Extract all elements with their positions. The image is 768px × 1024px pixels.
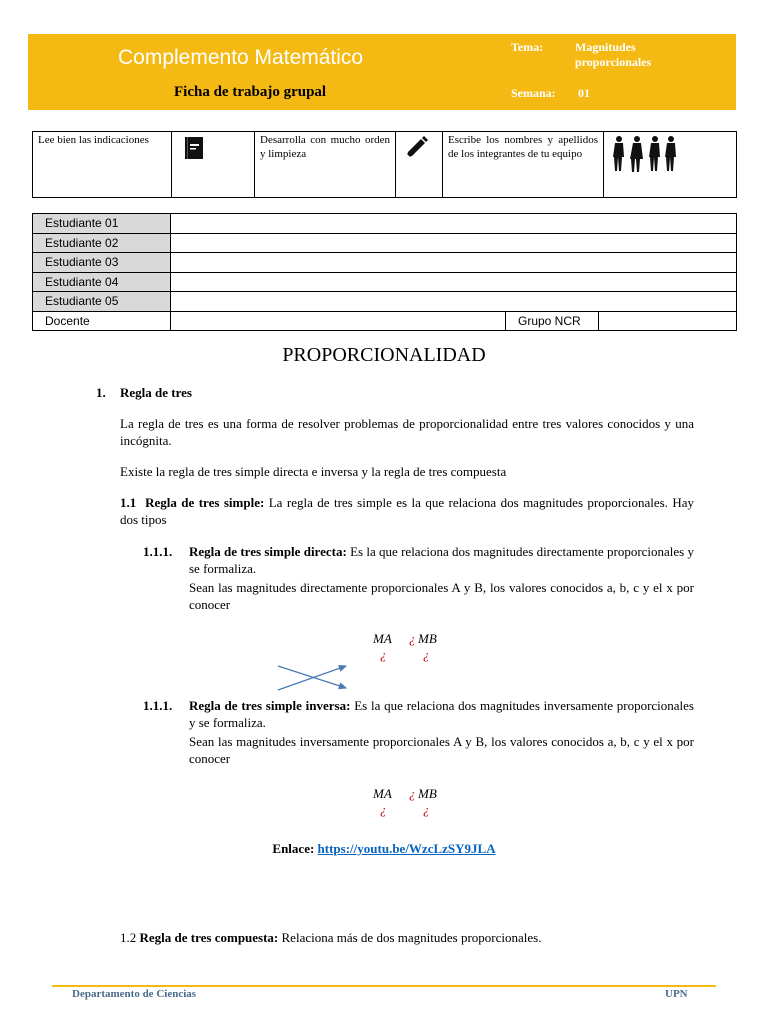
eq2-sym-top: ¿: [409, 786, 416, 801]
table-row: [33, 311, 737, 331]
eq1-mb: MB: [418, 631, 437, 646]
section-1-1-text: La regla de tres simple es la que relaciona dos magnitudes proporcionales. Hay dos tipos: [120, 495, 695, 527]
section-1-1-1a-text: Es la que relaciona dos magnitudes directamente proporcionales y se formaliza.: [189, 544, 695, 576]
table-row: [33, 272, 737, 292]
section-1-1-1b-text2: Sean las magnitudes inversamente proporcionales A y B, los valores conocidos a, b, c y el x por conocer: [189, 734, 694, 766]
worksheet-subtitle: Ficha de trabajo grupal: [174, 84, 327, 100]
paragraph-types: Existe la regla de tres simple directa e inversa y la regla de tres compuesta: [120, 464, 507, 479]
section-1-1: [120, 494, 694, 528]
student-name-field[interactable]: [171, 272, 737, 292]
table-row: [33, 292, 737, 312]
instructions-table: [32, 131, 737, 198]
section-1-2-number: 1.2: [120, 930, 137, 945]
student-name-field[interactable]: [171, 233, 737, 253]
tema-label: Tema:: [511, 40, 544, 54]
section-1-number: 1.: [96, 385, 106, 400]
student-label: Estudiante 01: [33, 214, 171, 234]
paragraph-intro: La regla de tres es una forma de resolver problemas de proporcionalidad entre tres valores conocidos y una incógnita.: [120, 416, 694, 448]
section-1-1-1a-number: 1.1.1.: [143, 544, 173, 559]
footer-institution: UPN: [665, 988, 688, 1000]
semana-label: Semana:: [511, 86, 556, 100]
link-label: Enlace:: [272, 841, 315, 856]
eq2-sym-right: ¿: [423, 802, 430, 817]
section-1-1-title: Regla de tres simple:: [145, 495, 265, 510]
student-name-field[interactable]: [171, 253, 737, 273]
table-row: [33, 233, 737, 253]
youtube-link[interactable]: https://youtu.be/WzcLzSY9JLA: [317, 841, 496, 856]
section-1-1-1a-title: Regla de tres simple directa:: [189, 544, 347, 559]
section-1-2-title: Regla de tres compuesta:: [139, 930, 279, 945]
student-label: Estudiante 04: [33, 272, 171, 292]
pencil-icon: [402, 134, 430, 162]
video-link-line: [0, 840, 768, 857]
section-1-1-1b-text: Es la que relaciona dos magnitudes inversamente proporcionales y se formaliza.: [189, 698, 694, 730]
instruction-write: Escribe los nombres y apellidos de los integrantes de tu equipo: [443, 132, 604, 198]
section-1-2-text: Relaciona más de dos magnitudes proporcionales.: [281, 930, 542, 945]
course-title: Complemento Matemático: [118, 46, 364, 69]
student-label: Estudiante 02: [33, 233, 171, 253]
people-cell: [604, 132, 737, 198]
notebook-icon: [184, 136, 204, 160]
section-1-1-1b: [189, 697, 694, 731]
instruction-develop: Desarrolla con mucho orden y limpieza: [255, 132, 396, 198]
eq1-sym-top: ¿: [409, 631, 416, 646]
docente-label: Docente: [33, 311, 171, 331]
footer-department: Departamento de Ciencias: [72, 988, 197, 1000]
section-1-1-1a: [189, 543, 694, 577]
tema-value: Magnitudes proporcionales: [575, 40, 652, 69]
eq1-ma: MA: [373, 631, 392, 646]
student-label: Estudiante 03: [33, 253, 171, 273]
eq1-sym-right: ¿: [423, 647, 430, 662]
eq1-sym-left: ¿: [380, 647, 387, 662]
eq2-sym-left: ¿: [380, 802, 387, 817]
table-row: [33, 253, 737, 273]
instruction-read: Lee bien las indicaciones: [33, 132, 172, 198]
semana-value: 01: [578, 86, 590, 100]
group-silhouettes-icon: [610, 134, 680, 174]
notebook-cell: [172, 132, 255, 198]
eq2-mb: MB: [418, 786, 437, 801]
section-1-1-1b-title: Regla de tres simple inversa:: [189, 698, 351, 713]
student-name-field[interactable]: [171, 214, 737, 234]
document-title: PROPORCIONALIDAD: [282, 344, 486, 366]
section-1-1-1a-text2: Sean las magnitudes directamente proporcionales A y B, los valores conocidos a, b, c y el x por conocer: [189, 580, 694, 612]
table-row: [33, 214, 737, 234]
students-table: [32, 213, 737, 331]
student-name-field[interactable]: [171, 292, 737, 312]
section-1-2: [120, 929, 694, 946]
section-1-1-1b-number: 1.1.1.: [143, 698, 173, 713]
grupo-field[interactable]: [599, 311, 737, 331]
grupo-label: Grupo NCR: [506, 311, 599, 331]
footer-divider: [52, 985, 716, 987]
docente-field[interactable]: [171, 311, 506, 331]
section-1-title: Regla de tres: [120, 385, 192, 400]
cross-arrows-icon: [272, 660, 356, 696]
pencil-cell: [396, 132, 443, 198]
student-label: Estudiante 05: [33, 292, 171, 312]
eq2-ma: MA: [373, 786, 392, 801]
section-1-1-number: 1.1: [120, 495, 137, 510]
